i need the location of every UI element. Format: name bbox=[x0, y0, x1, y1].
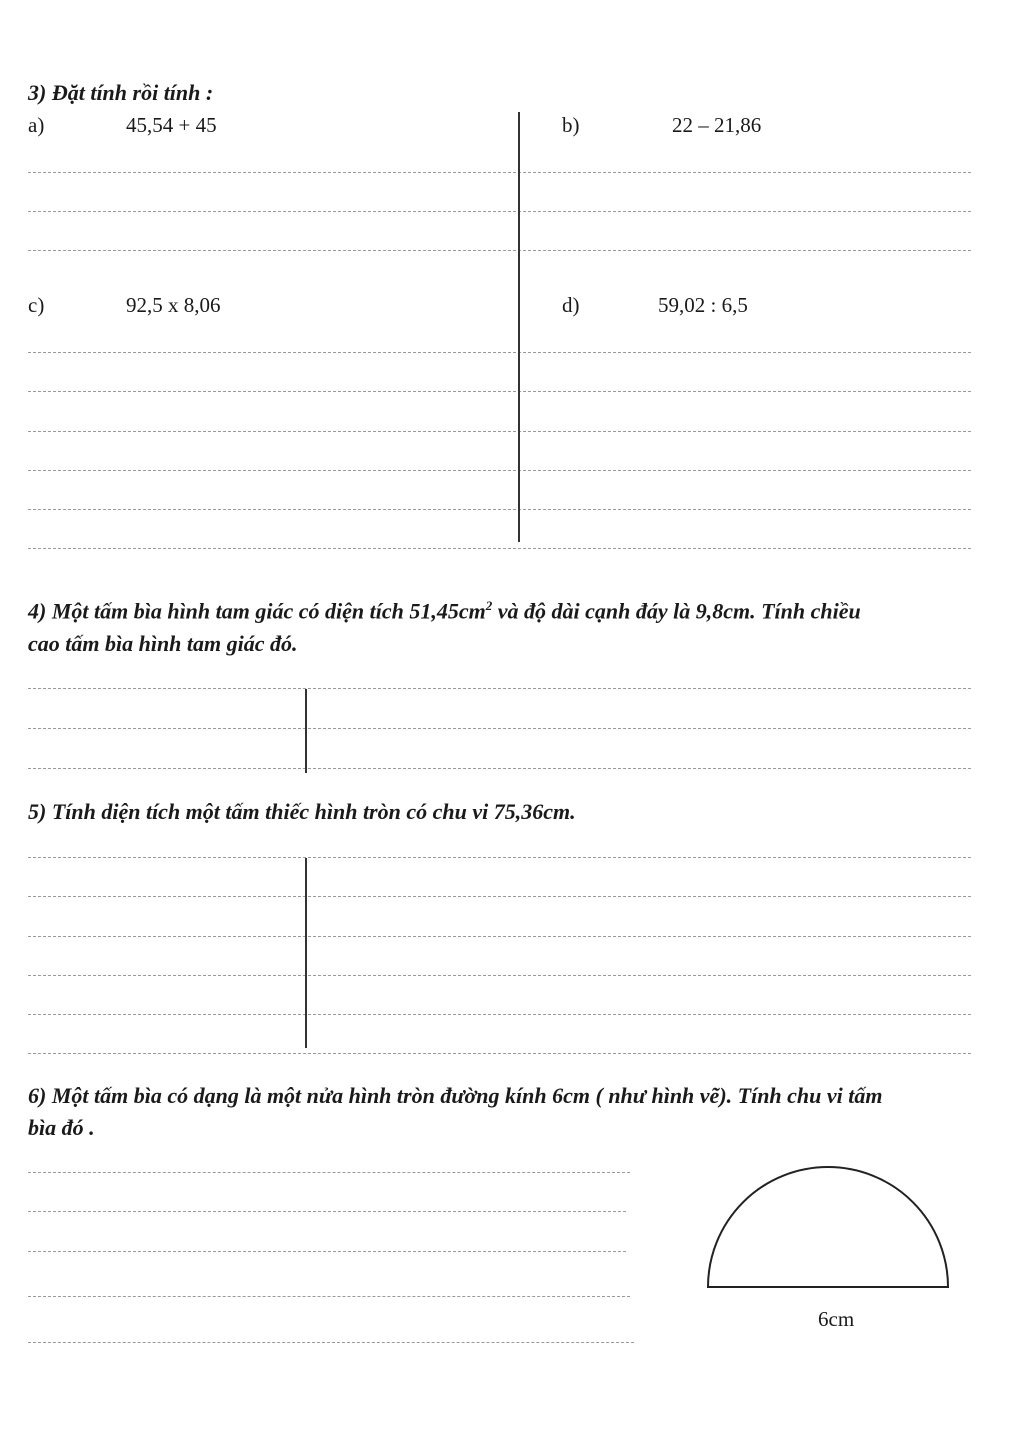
answer-line bbox=[28, 728, 971, 729]
q3c-expression: 92,5 x 8,06 bbox=[126, 293, 221, 317]
answer-line bbox=[28, 1251, 626, 1252]
q3a-label: a) bbox=[28, 113, 45, 137]
q3a-expression: 45,54 + 45 bbox=[126, 113, 217, 137]
answer-line bbox=[28, 1053, 971, 1054]
q4-text-line2: cao tấm bìa hình tam giác đó. bbox=[28, 631, 298, 656]
answer-line bbox=[28, 1342, 634, 1343]
answer-line bbox=[28, 975, 971, 976]
q3b-label: b) bbox=[562, 113, 580, 137]
column-divider bbox=[305, 689, 307, 773]
answer-line bbox=[28, 896, 971, 897]
semicircle-shape bbox=[708, 1167, 948, 1287]
answer-line bbox=[28, 172, 971, 173]
answer-line bbox=[28, 1172, 630, 1173]
answer-line bbox=[28, 211, 971, 212]
answer-line bbox=[28, 391, 971, 392]
answer-line bbox=[28, 1014, 971, 1015]
answer-line bbox=[28, 857, 971, 858]
q4-text-line1: 4) Một tấm bìa hình tam giác có diện tích $51,45cm^2$ và độ dài cạnh đáy là 9,8cm. Tính chiều bbox=[28, 598, 861, 624]
answer-line bbox=[28, 1296, 630, 1297]
semicircle-figure bbox=[700, 1148, 956, 1298]
answer-line bbox=[28, 431, 971, 432]
answer-line bbox=[28, 936, 971, 937]
answer-line bbox=[28, 250, 971, 251]
q3b-expression: 22 – 21,86 bbox=[672, 113, 762, 137]
column-divider bbox=[305, 858, 307, 1048]
answer-line bbox=[28, 509, 971, 510]
q3d-label: d) bbox=[562, 293, 580, 317]
answer-line bbox=[28, 352, 971, 353]
column-divider bbox=[518, 112, 520, 542]
answer-line bbox=[28, 688, 971, 689]
q6-text-line1: 6) Một tấm bìa có dạng là một nửa hình tròn đường kính 6cm ( như hình vẽ). Tính chu vi tấm bbox=[28, 1083, 883, 1108]
q3d-expression: 59,02 : 6,5 bbox=[658, 293, 748, 317]
answer-line bbox=[28, 470, 971, 471]
answer-line bbox=[28, 548, 971, 549]
q3-heading: 3) Đặt tính rồi tính : bbox=[28, 80, 214, 105]
q3c-label: c) bbox=[28, 293, 45, 317]
figure-diameter-label: 6cm bbox=[818, 1307, 855, 1331]
answer-line bbox=[28, 768, 971, 769]
answer-line bbox=[28, 1211, 626, 1212]
q6-text-line2: bìa đó . bbox=[28, 1115, 95, 1140]
q5-text: 5) Tính diện tích một tấm thiếc hình tròn có chu vi 75,36cm. bbox=[28, 799, 576, 824]
